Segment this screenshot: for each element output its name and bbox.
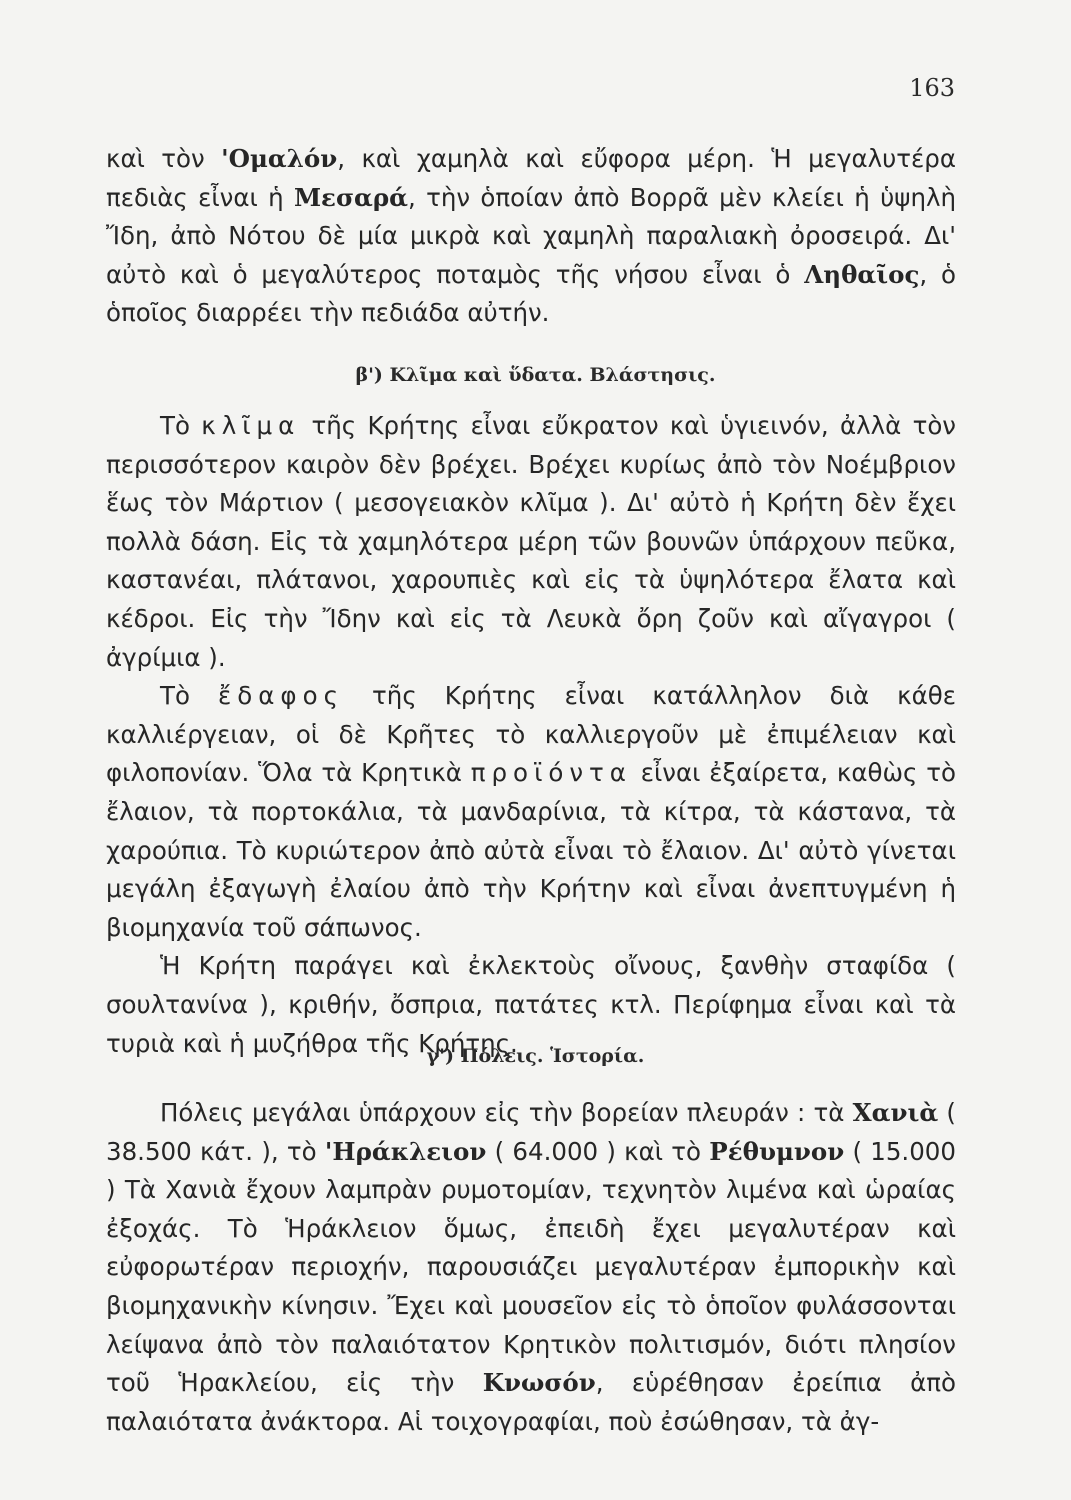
paragraph-cities <box>106 1094 956 1441</box>
place-name-chania: Χανιὰ <box>852 1098 939 1127</box>
text-run: , ὁ ὁποῖος διαρρέει τὴν πεδιάδα αὐτήν. <box>106 259 956 328</box>
emphasis-edafos: ἔδαφος <box>218 681 344 711</box>
text-run: εἶναι ἐξαίρετα, καθὼς τὸ ἔλαιον, τὰ πορτοκάλια, τὰ μανδαρίνια, τὰ κίτρα, τὰ κάστανα, τὰ χαρούπια. Τὸ κυριώτερον ἀπὸ αὐτὰ εἶναι τὸ ἔλαιον. Δι' αὐτὸ γίνεται μεγάλη ἐξαγωγὴ ἐλαίου ἀπὸ τὴν Κρήτην καὶ εἶναι ἀνεπτυγμένη ἡ βιομηχανία τοῦ σάπωνος. <box>106 758 956 942</box>
text-run: , καὶ χαμηλὰ καὶ εὔφορα μέρη. Ἡ μεγαλυτέρα πεδιὰς εἶναι ἡ <box>106 144 956 212</box>
text-run: τῆς Κρήτης εἶναι εὔκρατον καὶ ὑγιεινόν, ἀλλὰ τὸν περισσότερον καιρὸν δὲν βρέχει. Βρέχει κυρίως ἀπὸ τὸν Νοέμβριον ἕως τὸν Μάρτιον ( μεσογειακὸν κλῖμα ). Δι' αὐτὸ ἡ Κρήτη δὲν ἔχει πολλὰ δάση. Εἰς τὰ χαμηλότερα μέρη τῶν βουνῶν ὑπάρχουν πεῦκα, καστανέαι, πλάτανοι, χαρουπιὲς καὶ εἰς τὰ ὑψηλότερα ἔλατα καὶ κέδροι. Εἰς τὴν Ἴδην καὶ εἰς τὰ Λευκὰ ὄρη ζοῦν καὶ αἴγαγροι ( ἀγρίμια ). <box>106 411 956 672</box>
text-run: καὶ τὸν <box>106 144 222 173</box>
place-name-omalos: 'Ομαλόν <box>221 144 338 173</box>
emphasis-proionta: προϊόντα <box>470 758 632 788</box>
place-name-knossos: Κνωσόν <box>482 1368 596 1398</box>
text-run: , τὴν ὁποίαν ἀπὸ Βορρᾶ μὲν κλείει ἡ ὑψηλὴ Ἴδη, ἀπὸ Νότου δὲ μία μικρὰ καὶ χαμηλὴ παραλιακὴ ὀροσειρά. Δι' αὐτὸ καὶ ὁ μεγαλύτερος ποταμὸς τῆς νήσου εἶναι ὁ <box>106 182 956 289</box>
text-run: τῆς Κρήτης εἶναι κατάλληλον διὰ κάθε καλλιέργειαν, οἱ δὲ Κρῆτες τὸ καλλιεργοῦν μὲ ἐπιμέλειαν καὶ φιλοπονίαν. Ὅλα τὰ Κρητικὰ <box>106 681 956 788</box>
text-run: , εὑρέθησαν ἐρείπια ἀπὸ παλαιότατα ἀνάκτορα. Αἱ τοιχογραφίαι, ποὺ ἐσώθησαν, τὰ ἀγ- <box>106 1368 957 1436</box>
text-run: Πόλεις μεγάλαι ὑπάρχουν εἰς τὴν βορείαν πλευράν : τὰ <box>160 1098 853 1127</box>
section-heading-cities: γ') Πόλεις. Ἱστορία. <box>426 1045 645 1067</box>
text-run: ( 64.000 ) καὶ τὸ <box>486 1136 710 1166</box>
paragraph-products: Ἡ Κρήτη παράγει καὶ ἐκλεκτοὺς οἴνους, ξανθὴν σταφίδα ( σουλτανίνα ), κριθήν, ὄσπρια, πατάτες κτλ. Περίφημα εἶναι καὶ τὰ τυριὰ καὶ ἡ μυζήθρα τῆς Κρήτης. <box>106 951 956 1058</box>
place-name-rethymno: Ρέθυμνον <box>709 1136 845 1166</box>
emphasis-klima: κλῖμα <box>201 411 301 440</box>
text-run: Τὸ <box>160 411 202 440</box>
section-heading-climate: β') Κλῖμα καὶ ὕδατα. Βλάστησις. <box>355 364 716 386</box>
place-name-heraklion: 'Ηράκλειον <box>324 1136 487 1166</box>
place-name-mesara: Μεσαρά <box>293 182 409 212</box>
paragraph-soil <box>106 677 956 947</box>
text-run: ( 15.000 ) Τὰ Χανιὰ ἔχουν λαμπρὰν ρυμοτομίαν, τεχνητὸν λιμένα καὶ ὡραίας ἐξοχάς. Τὸ Ἡράκλειον ὅμως, ἐπειδὴ ἔχει μεγαλυτέραν καὶ εὐφορωτέραν περιοχήν, παρουσιάζει μεγαλυτέραν ἐμπορικὴν καὶ βιομηχανικὴν κίνησιν. Ἔχει καὶ μουσεῖον εἰς τὸ ὁποῖον φυλάσσονται λείψανα ἀπὸ τὸν παλαιότατον Κρητικὸν πολιτισμόν, διότι πλησίον τοῦ Ἡρακλείου, εἰς τὴν <box>106 1136 956 1398</box>
text-run: ( 38.500 κάτ. ), τὸ <box>106 1098 956 1166</box>
paragraph-geography <box>106 140 956 333</box>
paragraph-climate <box>106 407 956 1063</box>
page-number: 163 <box>909 74 955 102</box>
place-name-lithaios: Ληθαῖος <box>804 259 920 289</box>
text-run: Τὸ <box>160 681 219 711</box>
